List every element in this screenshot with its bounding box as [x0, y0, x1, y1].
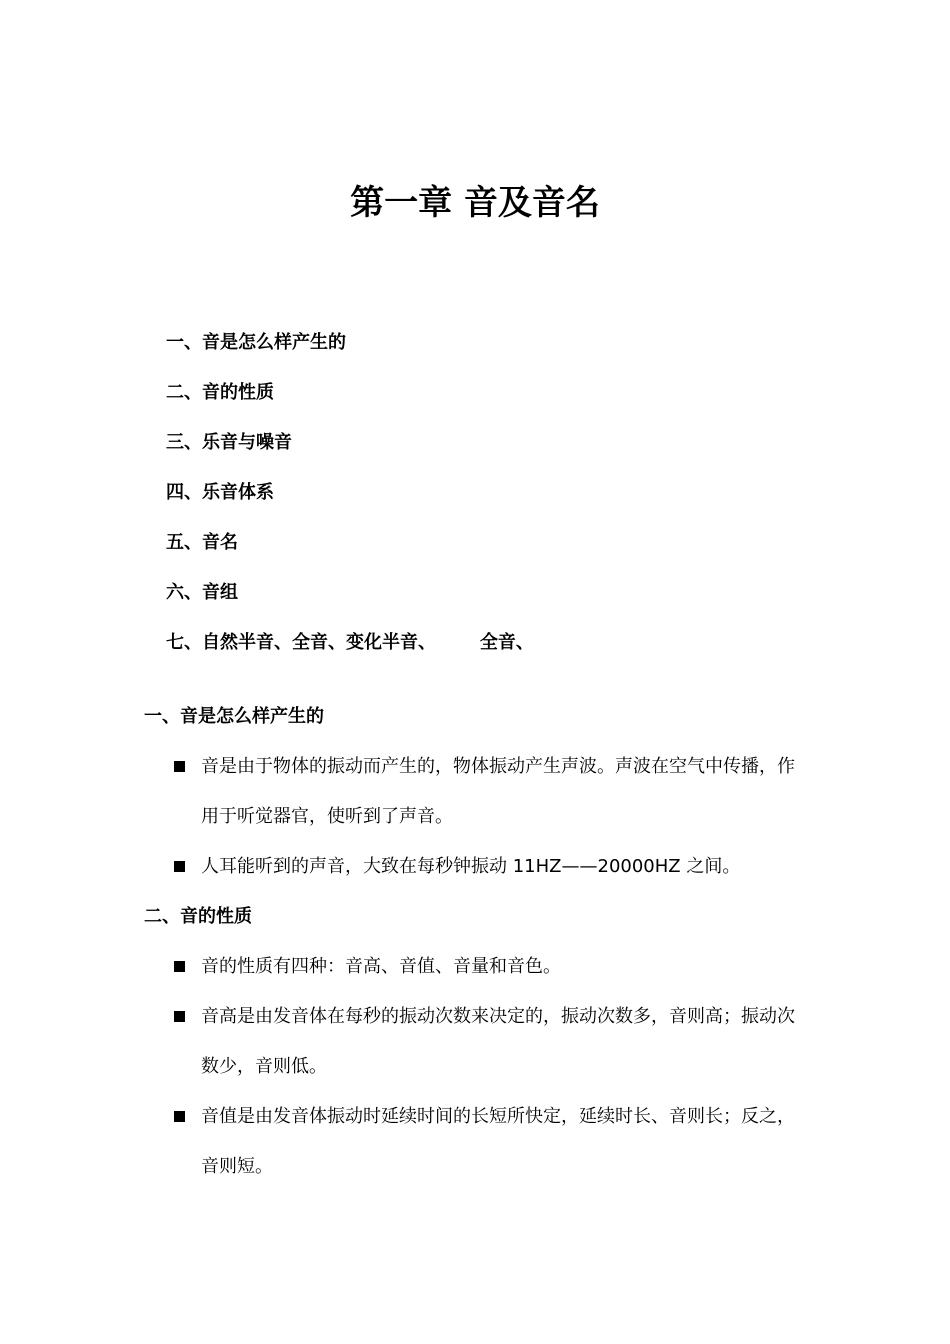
bullet-list [144, 942, 824, 1192]
list-item [144, 1092, 824, 1192]
toc-item: 三、乐音与噪音 [166, 432, 292, 453]
toc-item: 六、音组 [166, 582, 238, 603]
toc-item: 七、自然半音、全音、变化半音、 全音、 [166, 632, 534, 653]
list-item [144, 842, 824, 892]
chapter-body [144, 700, 824, 1200]
bullet-list [144, 742, 824, 892]
table-of-contents [166, 326, 534, 676]
square-bullet-icon [174, 1011, 185, 1022]
bullet-text: 音高是由发音体在每秒的振动次数来决定的，振动次数多，音则高；振动次数少，音则低。 [201, 1006, 795, 1077]
square-bullet-icon [174, 861, 185, 872]
bullet-text: 音值是由发音体振动时延续时间的长短所快定，延续时长、音则长；反之，音则短。 [201, 1106, 795, 1177]
square-bullet-icon [174, 961, 185, 972]
toc-item: 四、乐音体系 [166, 482, 274, 503]
square-bullet-icon [174, 761, 185, 772]
section-heading: 一、音是怎么样产生的 [144, 706, 324, 727]
section-heading: 二、音的性质 [144, 906, 252, 927]
list-item [144, 942, 824, 992]
toc-item: 二、音的性质 [166, 382, 274, 403]
list-item [144, 742, 824, 842]
square-bullet-icon [174, 1111, 185, 1122]
bullet-text: 人耳能听到的声音，大致在每秒钟振动 11HZ——20000HZ 之间。 [201, 856, 741, 877]
section-sound-origin [144, 700, 824, 892]
bullet-text: 音是由于物体的振动而产生的，物体振动产生声波。声波在空气中传播，作用于听觉器官，使听到了声音。 [201, 756, 795, 827]
list-item [144, 992, 824, 1092]
bullet-text: 音的性质有四种：音高、音值、音量和音色。 [201, 956, 561, 977]
toc-item: 五、音名 [166, 532, 238, 553]
toc-item: 一、音是怎么样产生的 [166, 332, 346, 353]
section-sound-properties [144, 900, 824, 1192]
chapter-title: 第一章 音及音名 [350, 183, 600, 223]
